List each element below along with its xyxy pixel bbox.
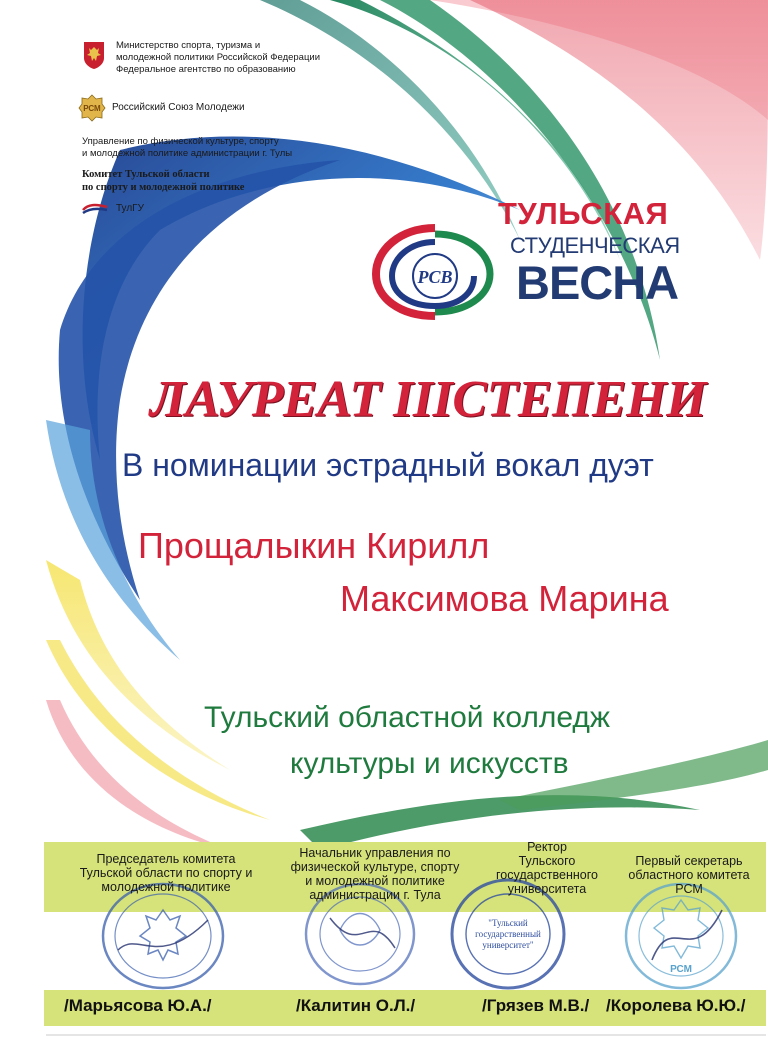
participant-name-2: Максимова Марина xyxy=(340,578,669,619)
tula-department-line-1: Управление по физической культуре, спорту xyxy=(82,136,279,147)
rsm-stamp-text: РСМ xyxy=(670,964,692,975)
tula-department-line-2: и молодежной политике администрации г. Тулы xyxy=(82,148,293,159)
signature-title-4 xyxy=(614,854,764,896)
ministry-text xyxy=(116,40,320,76)
signature-name-4: /Королева Ю.Ю./ xyxy=(606,996,746,1015)
university-row xyxy=(82,202,382,216)
signature-3-title-line-3: государственного xyxy=(496,868,598,882)
festival-title-line-3: ВЕСНА xyxy=(516,256,679,309)
university-logo-icon xyxy=(82,202,108,216)
laureate-title: ЛАУРЕАТ IIIСТЕПЕНИ xyxy=(150,371,707,428)
signature-name-3: /Грязев М.В./ xyxy=(482,996,590,1015)
signature-1-title-line-3: молодежной политике xyxy=(101,880,231,894)
signature-2-title-line-1: Начальник управления по xyxy=(299,846,451,860)
youth-union-row xyxy=(82,94,382,122)
ministry-row xyxy=(82,40,382,76)
signature-4-title-line-3: РСМ xyxy=(675,882,703,896)
signature-3-title-line-1: Ректор xyxy=(527,840,567,854)
tula-department-text xyxy=(82,136,382,160)
nomination-text: В номинации эстрадный вокал дуэт xyxy=(122,447,654,483)
festival-title-line-2: СТУДЕНЧЕСКАЯ xyxy=(510,233,680,258)
signature-1-title-line-2: Тульской области по спорту и xyxy=(79,866,253,880)
university-stamp-line-3: университет" xyxy=(482,940,534,950)
signature-title-3 xyxy=(482,840,612,896)
institution-line-1: Тульский областной колледж xyxy=(204,701,610,734)
rsm-emblem-text: РСМ xyxy=(83,104,101,113)
youth-union-text: Российский Союз Молодежи xyxy=(112,102,245,113)
university-stamp-line-1: "Тульский xyxy=(488,918,528,928)
institution-line-2: культуры и искусств xyxy=(290,747,569,780)
signature-2-title-line-3: и молодежной политике xyxy=(305,874,445,888)
committee-stamp xyxy=(98,880,228,992)
ministry-line-2: молодежной политики Российской Федерации xyxy=(116,52,321,63)
signature-1-title-line-1: Председатель комитета xyxy=(96,852,236,866)
signature-name-1: /Марьясова Ю.А./ xyxy=(64,996,212,1015)
committee-line-2: по спорту и молодежной политике xyxy=(82,182,245,193)
youth-union-emblem-icon xyxy=(78,94,106,122)
signature-4-title-line-2: областного комитета xyxy=(628,868,750,882)
ministry-line-3: Федеральное агентство по образованию xyxy=(116,64,296,75)
university-short-text: ТулГУ xyxy=(116,203,144,214)
organizations-header xyxy=(82,40,382,216)
festival-emblem-icon xyxy=(370,220,500,320)
russian-coat-of-arms-icon xyxy=(82,40,106,70)
signature-title-2 xyxy=(270,846,480,902)
ministry-line-1: Министерство спорта, туризма и xyxy=(116,40,261,51)
university-stamp-line-2: государственный xyxy=(475,929,541,939)
rsm-stamp xyxy=(622,880,740,992)
signature-3-title-line-4: университета xyxy=(507,882,587,896)
signature-2-title-line-2: физической культуре, спорту xyxy=(290,860,460,874)
participant-name-1: Прощалыкин Кирилл xyxy=(138,525,490,566)
signature-4-title-line-1: Первый секретарь xyxy=(635,854,743,868)
festival-logo xyxy=(370,196,690,326)
signature-2-title-line-4: администрации г. Тула xyxy=(309,888,441,902)
festival-title-line-1: ТУЛЬСКАЯ xyxy=(498,196,669,231)
festival-emblem-text: РСВ xyxy=(417,267,453,287)
committee-text xyxy=(82,168,382,194)
committee-line-1: Комитет Тульской области xyxy=(82,169,210,180)
signature-3-title-line-2: Тульского xyxy=(518,854,576,868)
signature-name-2: /Калитин О.Л./ xyxy=(296,996,416,1015)
signature-title-1 xyxy=(56,852,276,894)
